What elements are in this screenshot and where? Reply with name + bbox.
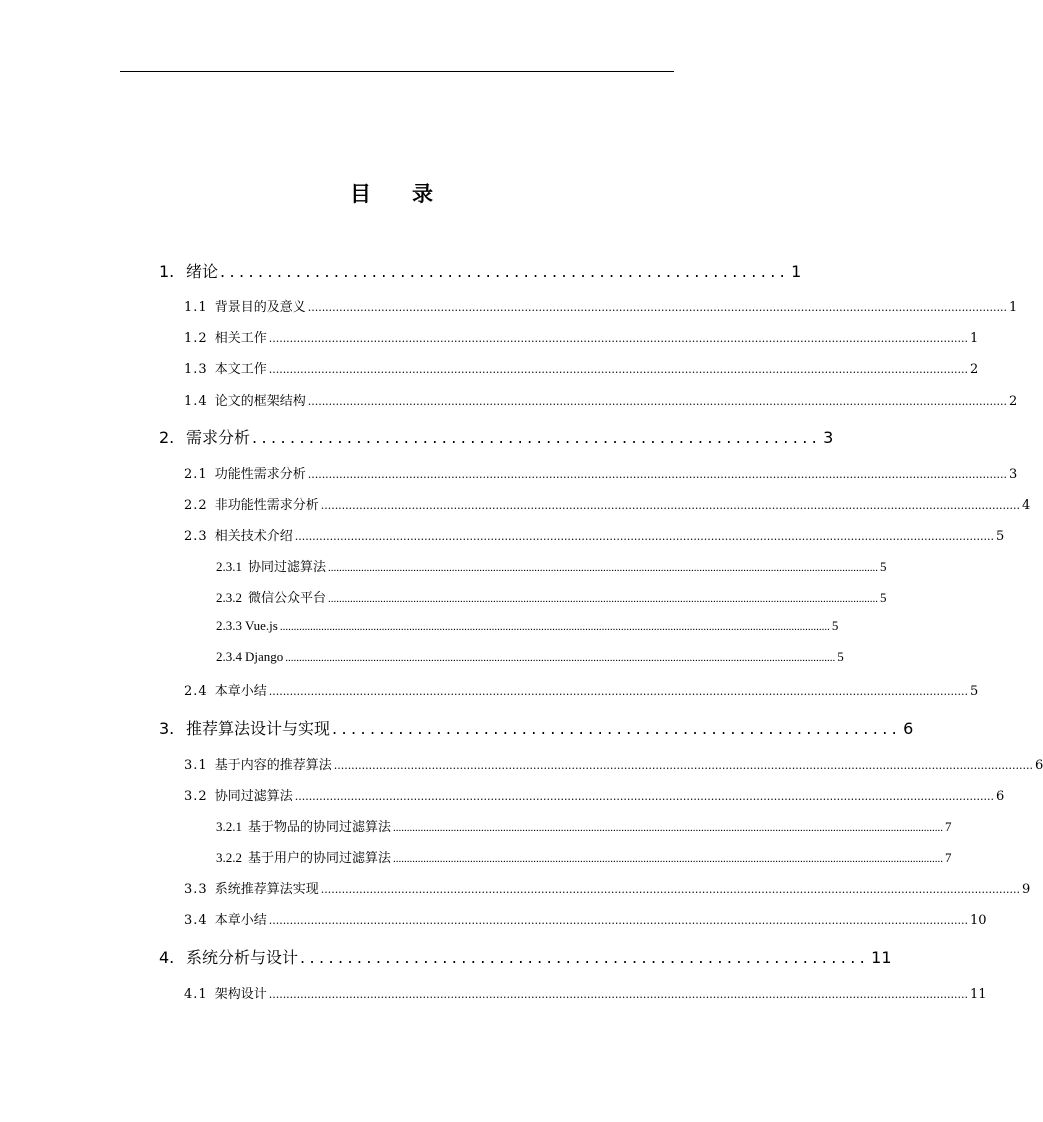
toc-leader: ........................................................................................................................................................................................................ (279, 621, 830, 633)
toc-leader: ........................................................................................................................................................................................................ (307, 301, 1008, 314)
toc-page: 1 (1009, 300, 1018, 315)
toc-entry-2-3-2[interactable] (216, 587, 887, 606)
toc-number: 3.2 (184, 789, 208, 804)
toc-entry-1[interactable] (159, 259, 802, 282)
toc-page: 1 (791, 262, 802, 281)
toc-entry-1-1[interactable] (184, 296, 1018, 315)
toc-text: 推荐算法设计与实现 (186, 719, 331, 738)
toc-text: 相关工作 (214, 331, 267, 346)
toc-leader: ........................................................................................................................................................................................................ (328, 593, 879, 605)
toc-leader: ........................................................................................................................................................................................................ (268, 363, 969, 376)
toc-number: 3. (159, 719, 175, 738)
toc-leader: ........................................................................................................................................................................................................ (285, 652, 836, 664)
toc-text: 绪论 (186, 262, 219, 281)
toc-number: 2.3.3 (216, 618, 242, 633)
toc-entry-2-1[interactable] (184, 463, 1018, 482)
toc-text: 系统分析与设计 (186, 948, 299, 967)
toc-leader: ........................................................................................................................................................................................................ (307, 468, 1008, 481)
toc-page: 5 (880, 590, 887, 605)
toc-page: 4 (1022, 498, 1031, 513)
toc-leader: ........................................................................................................................................................................................................ (294, 790, 995, 803)
toc-number: 1.3 (184, 362, 208, 377)
toc-entry-2[interactable] (159, 425, 834, 448)
toc-number: 1.1 (184, 300, 208, 315)
toc-page: 7 (945, 819, 952, 834)
toc-number: 2.3 (184, 529, 208, 544)
toc-text: 本章小结 (214, 684, 267, 699)
toc-entry-3-4[interactable] (184, 909, 987, 928)
toc-page: 3 (1009, 467, 1018, 482)
toc-number: 4.1 (184, 987, 208, 1002)
toc-page: 11 (970, 987, 987, 1002)
page-title: 目 录 (350, 182, 443, 206)
toc-text: 微信公众平台 (248, 590, 327, 605)
toc-page: 11 (871, 948, 892, 967)
toc-number: 3.2.1 (216, 819, 242, 834)
toc-entry-3-2-2[interactable] (216, 847, 952, 866)
toc-entry-2-3-3[interactable] (216, 618, 839, 634)
toc-entry-4-1[interactable] (184, 983, 987, 1002)
toc-leader: ............................................................ (220, 262, 790, 281)
toc-number: 1.2 (184, 331, 208, 346)
toc-number: 1.4 (184, 394, 208, 409)
toc-text: 需求分析 (186, 428, 251, 447)
toc-text: Django (245, 649, 284, 664)
toc-text: 背景目的及意义 (214, 300, 306, 315)
toc-text: 本章小结 (214, 913, 267, 928)
toc-text: 基于内容的推荐算法 (214, 758, 332, 773)
toc-leader: ........................................................................................................................................................................................................ (268, 332, 969, 345)
toc-text: 非功能性需求分析 (214, 498, 319, 513)
toc-page: 7 (945, 850, 952, 865)
toc-text: 基于用户的协同过滤算法 (248, 850, 392, 865)
toc-number: 3.1 (184, 758, 208, 773)
toc-page: 5 (970, 684, 979, 699)
toc-page: 6 (996, 789, 1005, 804)
toc-leader: ........................................................................................................................................................................................................ (328, 562, 879, 574)
toc-entry-1-3[interactable] (184, 358, 979, 377)
toc-page: 6 (1035, 758, 1043, 773)
toc-page: 1 (970, 331, 979, 346)
toc-text: 系统推荐算法实现 (214, 882, 319, 897)
toc-page: 5 (996, 529, 1005, 544)
toc-leader: ........................................................................................................................................................................................................ (294, 530, 995, 543)
toc-entry-3-1[interactable] (184, 754, 1043, 773)
toc-page: 5 (837, 649, 844, 664)
toc-page: 5 (880, 559, 887, 574)
toc-entry-1-2[interactable] (184, 327, 979, 346)
toc-number: 4. (159, 948, 175, 967)
toc-text: 功能性需求分析 (214, 467, 306, 482)
toc-leader: ........................................................................................................................................................................................................ (393, 822, 944, 834)
toc-entry-1-4[interactable] (184, 390, 1018, 409)
toc-text: 协同过滤算法 (214, 789, 293, 804)
toc-entry-2-3[interactable] (184, 525, 1005, 544)
toc-text: 论文的框架结构 (214, 394, 306, 409)
toc-entry-2-4[interactable] (184, 680, 979, 699)
toc-entry-3[interactable] (159, 716, 914, 739)
toc-page: 10 (970, 913, 987, 928)
toc-leader: ........................................................................................................................................................................................................ (320, 499, 1021, 512)
toc-leader: ............................................................ (332, 719, 902, 738)
toc-number: 2. (159, 428, 175, 447)
toc-leader: ........................................................................................................................................................................................................ (307, 395, 1008, 408)
toc-leader: ........................................................................................................................................................................................................ (268, 914, 969, 927)
toc-entry-3-2-1[interactable] (216, 816, 952, 835)
toc-text: 相关技术介绍 (214, 529, 293, 544)
toc-text: 本文工作 (214, 362, 267, 377)
toc-text: 协同过滤算法 (248, 559, 327, 574)
toc-leader: ............................................................ (300, 948, 870, 967)
toc-text: Vue.js (245, 618, 278, 633)
toc-number: 3.2.2 (216, 850, 242, 865)
toc-entry-3-2[interactable] (184, 785, 1005, 804)
toc-number: 2.4 (184, 684, 208, 699)
toc-page: 2 (970, 362, 979, 377)
toc-page: 9 (1022, 882, 1031, 897)
toc-number: 2.2 (184, 498, 208, 513)
toc-leader: ........................................................................................................................................................................................................ (393, 853, 944, 865)
toc-page: 2 (1009, 394, 1018, 409)
toc-number: 2.3.4 (216, 649, 242, 664)
toc-leader: ........................................................................................................................................................................................................ (333, 759, 1034, 772)
toc-leader: ........................................................................................................................................................................................................ (320, 883, 1021, 896)
toc-entry-3-3[interactable] (184, 878, 1031, 897)
toc-leader: ............................................................ (252, 428, 822, 447)
toc-number: 2.3.2 (216, 590, 242, 605)
toc-number: 2.3.1 (216, 559, 242, 574)
toc-page: 6 (903, 719, 914, 738)
toc-text: 基于物品的协同过滤算法 (248, 819, 392, 834)
toc-leader: ........................................................................................................................................................................................................ (268, 685, 969, 698)
toc-number: 2.1 (184, 467, 208, 482)
toc-text: 架构设计 (214, 987, 267, 1002)
toc-page: 3 (823, 428, 834, 447)
toc-entry-2-3-4[interactable] (216, 649, 844, 665)
toc-leader: ........................................................................................................................................................................................................ (268, 988, 969, 1001)
toc-entry-2-2[interactable] (184, 494, 1031, 513)
toc-entry-4[interactable] (159, 945, 892, 968)
toc-number: 3.3 (184, 882, 208, 897)
toc-page: 5 (831, 618, 839, 633)
toc-number: 1. (159, 262, 175, 281)
toc-entry-2-3-1[interactable] (216, 556, 887, 575)
toc-number: 3.4 (184, 913, 208, 928)
